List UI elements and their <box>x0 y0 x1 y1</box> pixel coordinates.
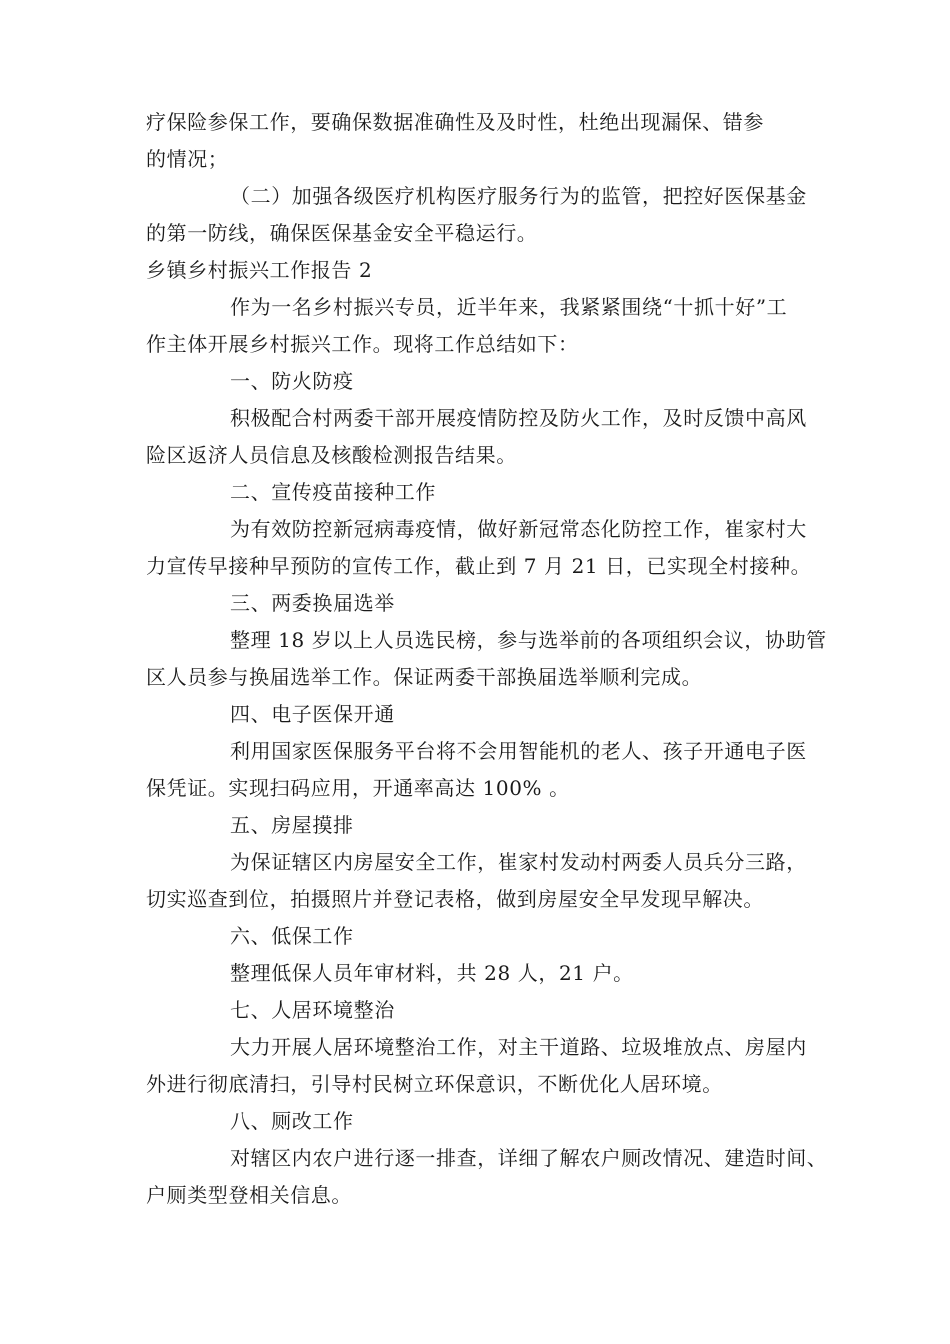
text-line: 大力开展人居环境整治工作，对主干道路、垃圾堆放点、房屋内 <box>230 1035 807 1059</box>
text-line: 力宣传早接种早预防的宣传工作，截止到 7 月 21 日，已实现全村接种。 <box>146 554 812 578</box>
text-line: 五、房屋摸排 <box>230 813 354 837</box>
text-line: 八、厕改工作 <box>230 1109 354 1133</box>
text-line: 利用国家医保服务平台将不会用智能机的老人、孩子开通电子医 <box>230 739 807 763</box>
text-line: 七、人居环境整治 <box>230 998 395 1022</box>
text-line: 的第一防线，确保医保基金安全平稳运行。 <box>146 221 538 245</box>
text-line: 二、宣传疫苗接种工作 <box>230 480 436 504</box>
text-line: 整理低保人员年审材料，共 28 人，21 户。 <box>230 961 634 985</box>
text-line: 为有效防控新冠病毒疫情，做好新冠常态化防控工作，崔家村大 <box>230 517 807 541</box>
text-line: 保凭证。实现扫码应用，开通率高达 100% 。 <box>146 776 570 800</box>
text-line: 区人员参与换届选举工作。保证两委干部换届选举顺利完成。 <box>146 665 703 689</box>
text-line: 疗保险参保工作，要确保数据准确性及及时性，杜绝出现漏保、错参 <box>146 110 764 134</box>
text-line: 三、两委换届选举 <box>230 591 395 615</box>
document-body <box>146 104 828 1214</box>
text-line: 六、低保工作 <box>230 924 354 948</box>
text-line: 的情况； <box>146 147 229 171</box>
text-line: 险区返济人员信息及核酸检测报告结果。 <box>146 443 517 467</box>
text-line: 为保证辖区内房屋安全工作，崔家村发动村两委人员兵分三路， <box>230 850 807 874</box>
text-line: 作主体开展乡村振兴工作。现将工作总结如下： <box>146 332 579 356</box>
text-line: 切实巡查到位，拍摄照片并登记表格，做到房屋安全早发现早解决。 <box>146 887 764 911</box>
text-line: 外进行彻底清扫，引导村民树立环保意识，不断优化人居环境。 <box>146 1072 723 1096</box>
text-line: 整理 18 岁以上人员选民榜，参与选举前的各项组织会议，协助管 <box>230 628 827 652</box>
text-line: 乡镇乡村振兴工作报告 2 <box>146 258 373 282</box>
text-line: 户厕类型登相关信息。 <box>146 1183 352 1207</box>
text-line: 作为一名乡村振兴专员，近半年来，我紧紧围绕“十抓十好”工 <box>230 295 788 319</box>
text-line: （二）加强各级医疗机构医疗服务行为的监管，把控好医保基金 <box>230 184 807 208</box>
text-line: 四、电子医保开通 <box>230 702 395 726</box>
text-line: 对辖区内农户进行逐一排查，详细了解农户厕改情况、建造时间、 <box>230 1146 828 1170</box>
text-line: 积极配合村两委干部开展疫情防控及防火工作，及时反馈中高风 <box>230 406 807 430</box>
text-line: 一、防火防疫 <box>230 369 354 393</box>
